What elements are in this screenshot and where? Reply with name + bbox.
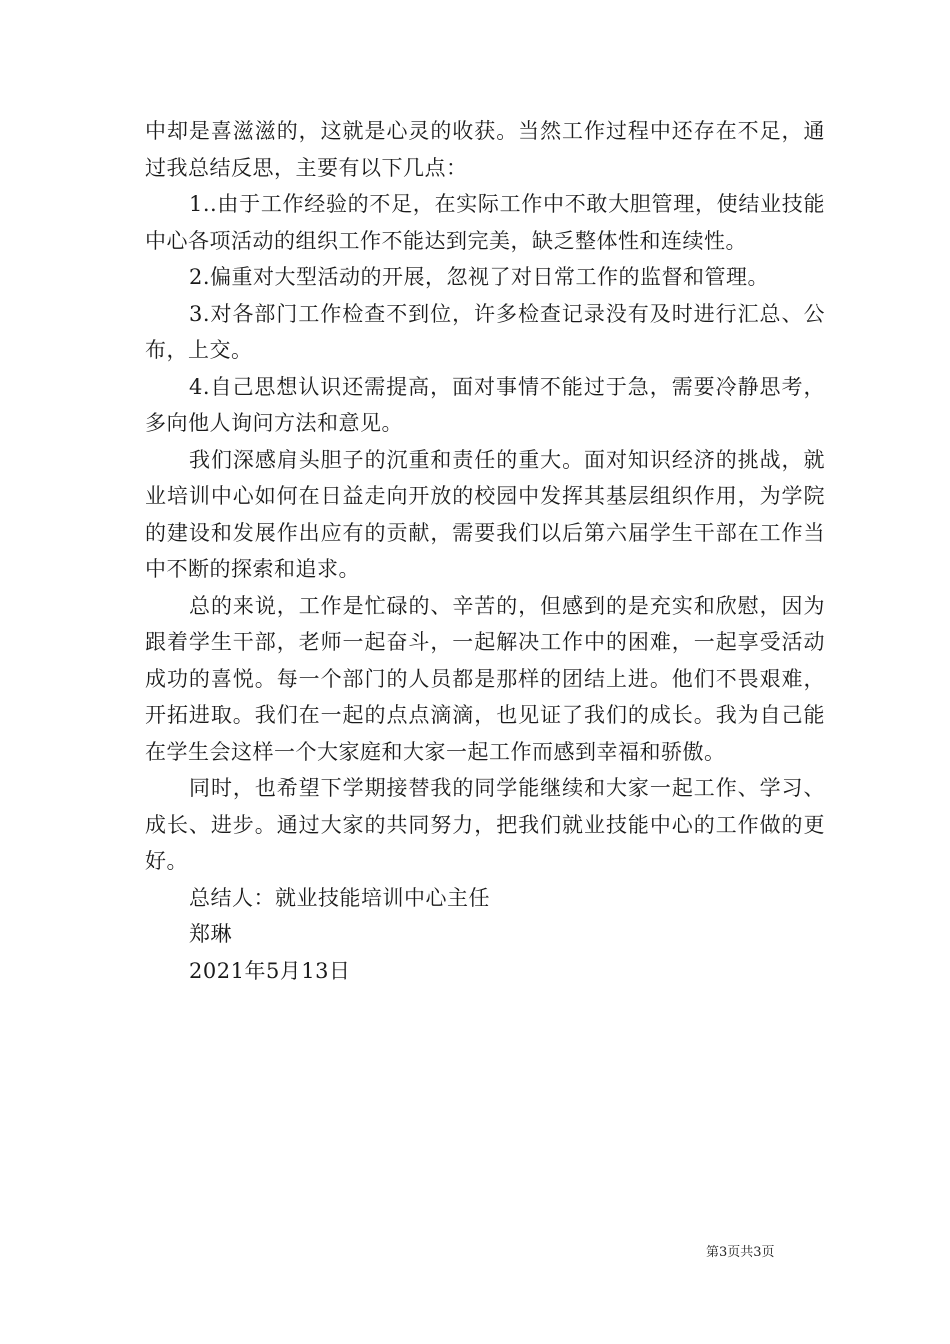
signature-title: 总结人：就业技能培训中心主任: [189, 885, 490, 910]
signature-name: 郑琳: [189, 922, 232, 946]
paragraph-point-3: 3.对各部门工作检查不到位，许多检查记录没有及时进行汇总、公布，上交。: [145, 301, 825, 362]
paragraph-point-1: 1..由于工作经验的不足，在实际工作中不敢大胆管理，使结业技能中心各项活动的组织工作不能达到完美，缺乏整体性和连续性。: [145, 192, 825, 253]
paragraph-point-2: 2.偏重对大型活动的开展，忽视了对日常工作的监督和管理。: [189, 265, 770, 289]
signature-date: 2021年5月13日: [189, 958, 351, 983]
page-number-footer: 第3页共3页: [706, 1245, 775, 1260]
paragraph-continuation: 中却是喜滋滋的，这就是心灵的收获。当然工作过程中还存在不足，通过我总结反思，主要有以下几点：: [145, 119, 825, 180]
paragraph-responsibility: 我们深感肩头胆子的沉重和责任的重大。面对知识经济的挑战，就业培训中心如何在日益走向开放的校园中发挥其基层组织作用，为学院的建设和发展作出应有的贡献，需要我们以后第六届学生干部在工作当中不断的探索和追求。: [145, 447, 825, 581]
paragraph-summary: 总的来说，工作是忙碌的、辛苦的，但感到的是充实和欣慰，因为跟着学生干部，老师一起奋斗，一起解决工作中的困难，一起享受活动成功的喜悦。每一个部门的人员都是那样的团结上进。他们不畏艰难，开拓进取。我们在一起的点点滴滴，也见证了我们的成长。我为自己能在学生会这样一个大家庭和大家一起工作而感到幸福和骄傲。: [145, 593, 825, 764]
paragraph-point-4: 4.自己思想认识还需提高，面对事情不能过于急，需要冷静思考，多向他人询问方法和意见。: [145, 374, 825, 435]
paragraph-closing: 同时，也希望下学期接替我的同学能继续和大家一起工作、学习、成长、进步。通过大家的共同努力，把我们就业技能中心的工作做的更好。: [145, 776, 825, 873]
document-body: [145, 113, 825, 989]
